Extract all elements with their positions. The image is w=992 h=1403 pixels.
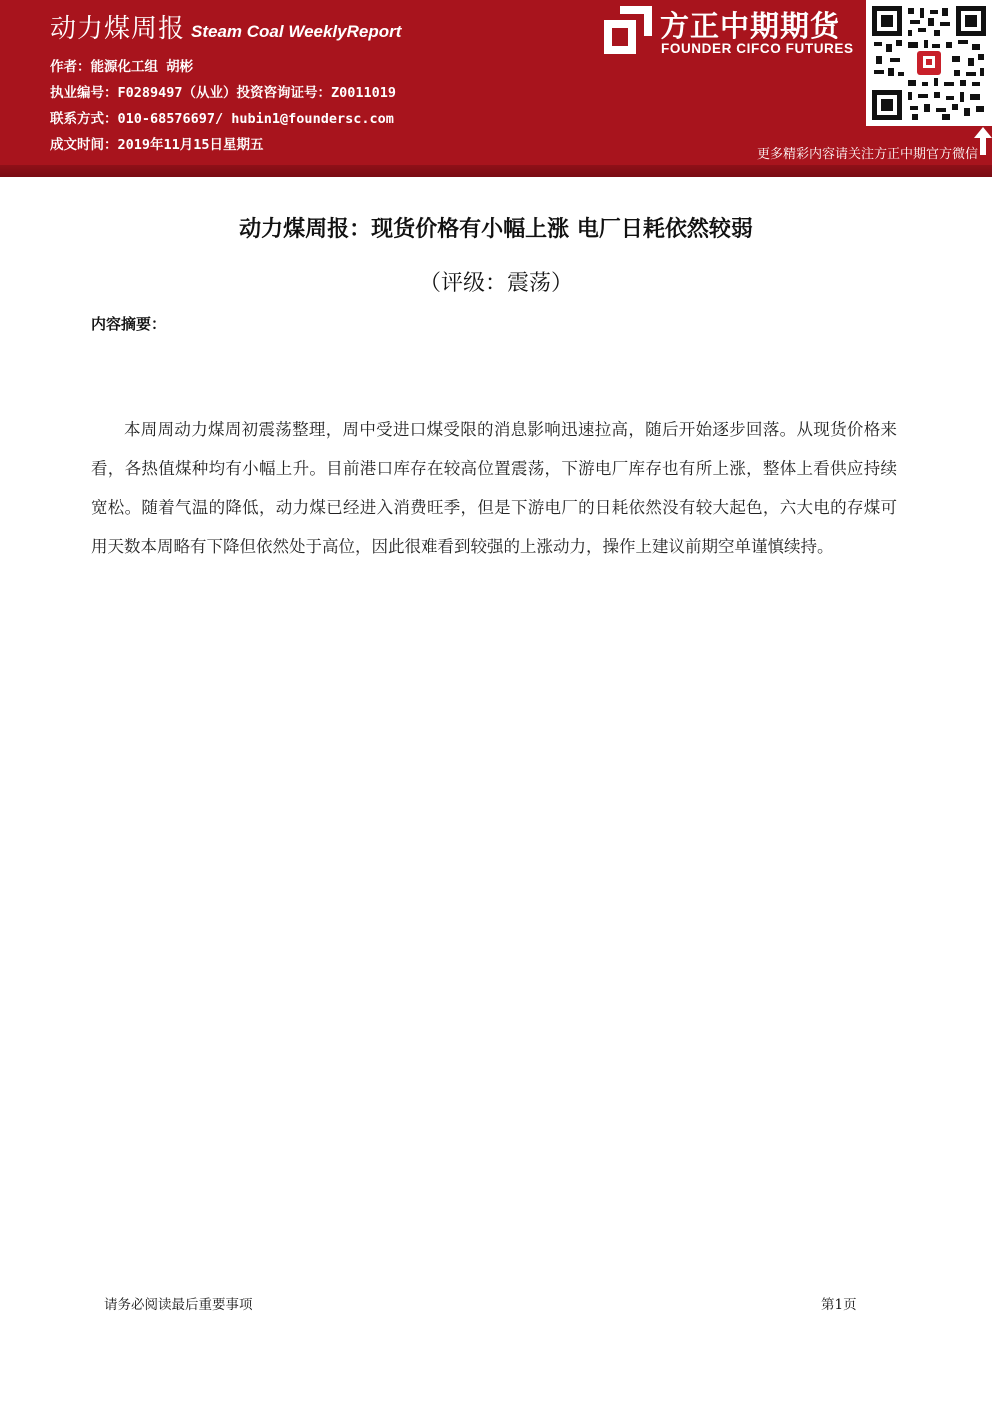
- company-logo: [604, 6, 860, 62]
- report-title-en: Steam Coal WeeklyReport: [191, 22, 402, 41]
- header-divider: [0, 165, 992, 177]
- qr-code: [866, 0, 992, 126]
- document-title: 动力煤周报：现货价格有小幅上涨 电厂日耗依然较弱: [239, 217, 753, 242]
- up-arrow-icon: [974, 127, 992, 155]
- logo-text-en: FOUNDER CIFCO FUTURES: [661, 41, 854, 56]
- date-line: 成文时间：2019年11月15日星期五: [50, 137, 264, 153]
- rating: （评级：震荡）: [418, 271, 573, 296]
- author-line: 作者：能源化工组 胡彬: [50, 59, 194, 75]
- footer-notice: 请务必阅读最后重要事项: [104, 1297, 253, 1313]
- report-title: [50, 8, 401, 45]
- logo-text-cn: 方正中期期货: [660, 9, 841, 43]
- qr-code-icon: [872, 6, 986, 120]
- report-header: [0, 0, 992, 165]
- page-number: 第1页: [821, 1297, 857, 1313]
- contact-line: 联系方式：010-68576697/ hubin1@foundersc.com: [50, 111, 394, 127]
- report-title-cn: 动力煤周报: [50, 14, 186, 44]
- summary-label: 内容摘要：: [91, 315, 167, 333]
- wechat-follow-note: 更多精彩内容请关注方正中期官方微信: [756, 147, 978, 162]
- summary-paragraph: 本周周动力煤周初震荡整理，周中受进口煤受限的消息影响迅速拉高，随后开始逐步回落。从现货价格来看，各热值煤种均有小幅上升。目前港口库存在较高位置震荡，下游电厂库存也有所上涨，整体上看供应持续宽松。随着气温的降低，动力煤已经进入消费旺季，但是下游电厂的日耗依然没有较大起色，六大电的存煤可用天数本周略有下降但依然处于高位，因此很难看到较强的上涨动力，操作上建议前期空单谨慎续持。: [91, 420, 897, 556]
- license-line: 执业编号：F0289497（从业）投资咨询证号：Z0011019: [50, 85, 397, 101]
- founder-logo-icon: [604, 6, 652, 54]
